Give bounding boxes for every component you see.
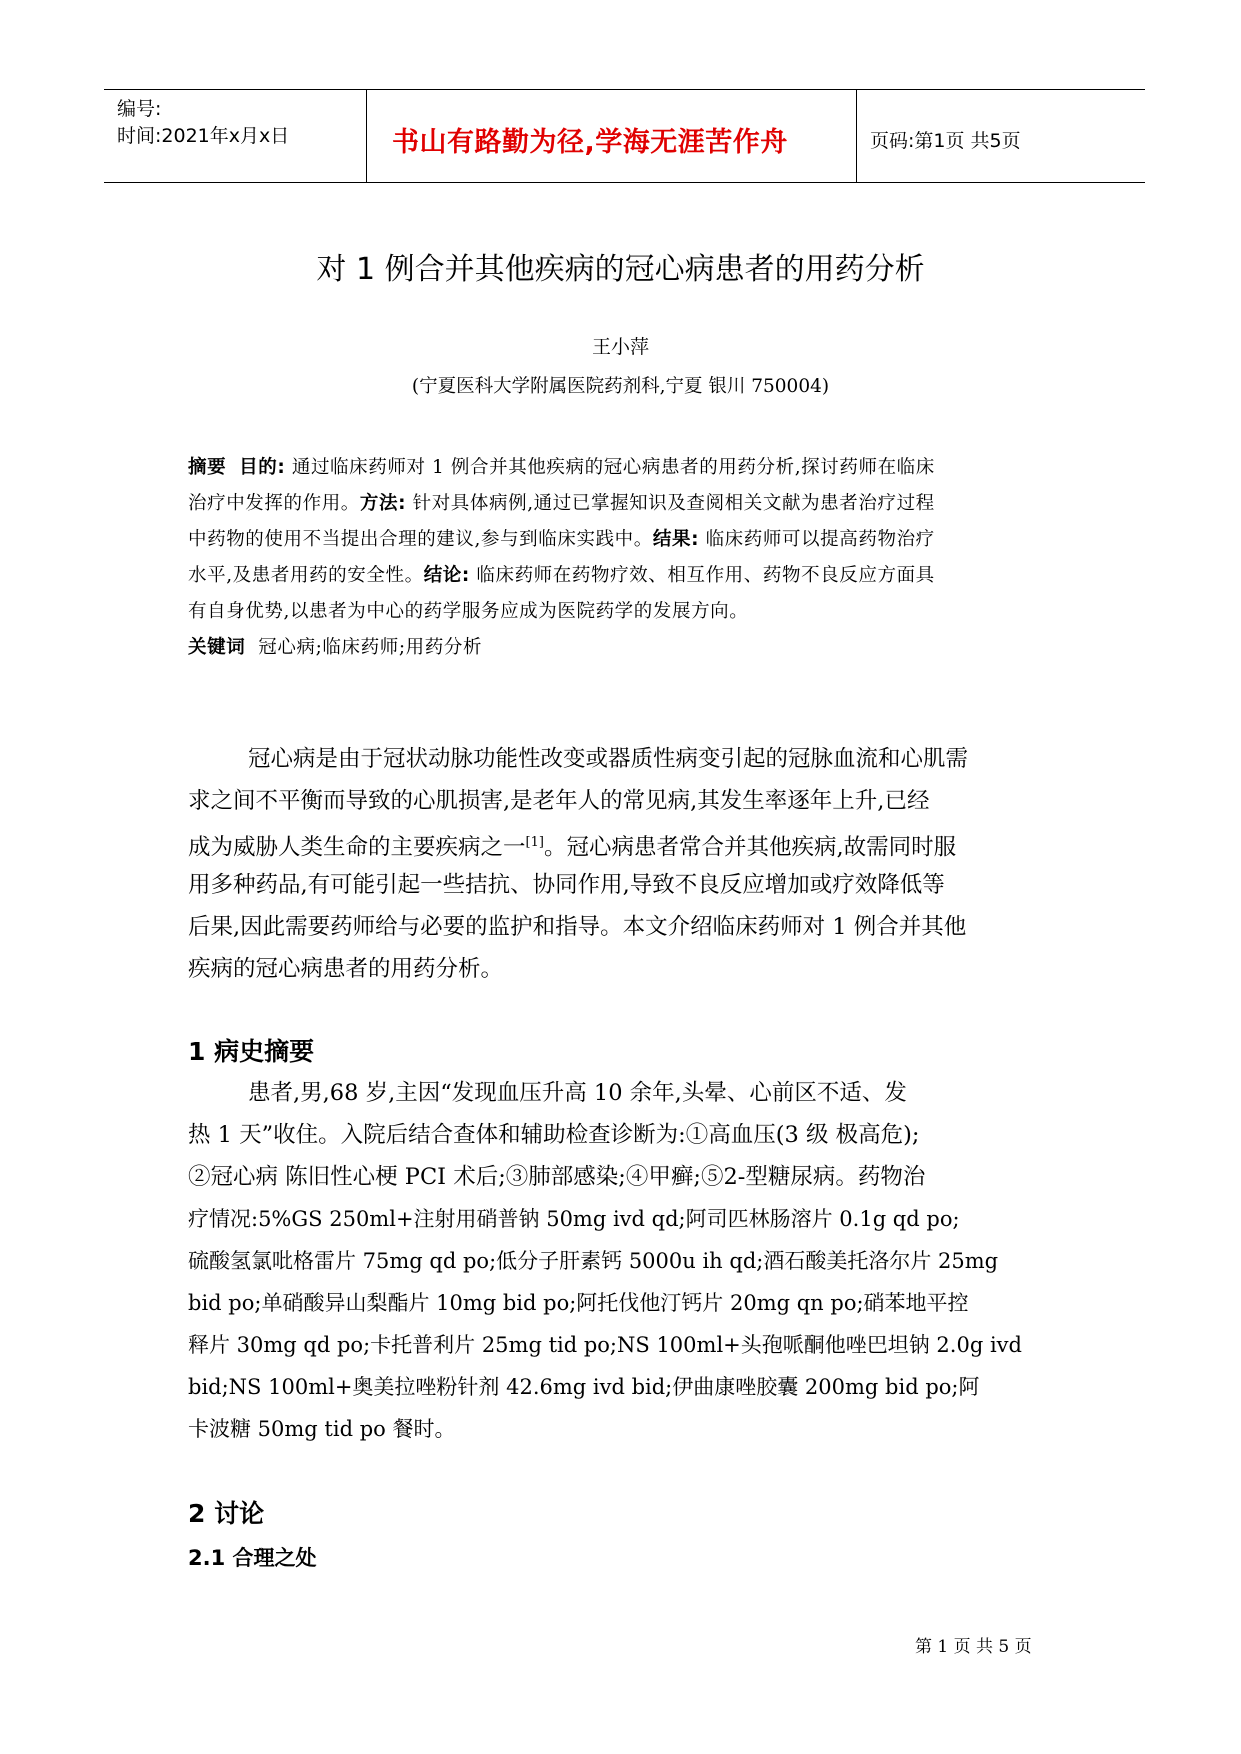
page-footer: 第 1 页 共 5 页 [915, 1637, 1032, 1657]
header-divider-left [366, 90, 367, 183]
intro-line-4: 用多种药品,有可能引起一些拮抗、协同作用,导致不良反应增加或疗效降低等 [188, 872, 945, 898]
conclusion-text: 临床药师在药物疗效、相互作用、药物不良反应方面具 [476, 565, 935, 586]
keywords-label: 关键词 [188, 637, 246, 658]
result-text: 临床药师可以提高药物治疗 [705, 529, 935, 550]
history-line-7: 释片 30mg qd po;卡托普利片 25mg tid po;NS 100ml+头孢哌酮他唑巴坦钠 2.0g ivd [188, 1333, 1022, 1357]
intro-line-3 [188, 822, 956, 869]
keywords-text: 冠心病;临床药师;用药分析 [258, 637, 483, 658]
history-line-5: 硫酸氢氯吡格雷片 75mg qd po;低分子肝素钙 5000u ih qd;酒石酸美托洛尔片 25mg [188, 1249, 999, 1273]
result-text-cont: 水平,及患者用药的安全性。 [188, 565, 424, 586]
conclusion-label: 结论: [423, 565, 470, 586]
section-2-heading: 2 讨论 [188, 1499, 265, 1528]
intro-line-3b: 。冠心病患者常合并其他疾病,故需同时服 [543, 834, 957, 861]
abstract-line-3 [188, 522, 935, 558]
section-2-1-heading: 2.1 合理之处 [188, 1546, 317, 1570]
result-label: 结果: [652, 529, 700, 550]
method-label: 方法: [359, 493, 407, 514]
history-line-4: 疗情况:5%GS 250ml+注射用硝普钠 50mg ivd qd;阿司匹林肠溶片 0.1g qd po; [188, 1207, 960, 1231]
keywords-line [188, 630, 482, 666]
header-bottom-rule [104, 182, 1145, 183]
history-line-1: 患者,男,68 岁,主因“发现血压升高 10 余年,头晕、心前区不适、发 [248, 1080, 907, 1106]
header-top-rule [104, 89, 1145, 90]
history-line-6: bid po;单硝酸异山梨酯片 10mg bid po;阿托伐他汀钙片 20mg qn po;硝苯地平控 [188, 1291, 969, 1315]
article-author: 王小萍 [591, 336, 649, 358]
document-number-label: 编号: [117, 98, 162, 120]
citation-ref: [1] [525, 835, 544, 850]
intro-line-6: 疾病的冠心病患者的用药分析。 [188, 956, 504, 982]
article-title: 对 1 例合并其他疾病的冠心病患者的用药分析 [316, 252, 925, 287]
abstract-line-4 [188, 558, 935, 594]
abstract-line-5 [188, 594, 748, 630]
history-line-8: bid;NS 100ml+奥美拉唑粉针剂 42.6mg ivd bid;伊曲康唑胶囊 200mg bid po;阿 [188, 1375, 980, 1399]
history-line-9: 卡波糖 50mg tid po 餐时。 [188, 1417, 456, 1441]
history-line-2: 热 1 天”收住。入院后结合查体和辅助检查诊断为:①高血压(3 级 极高危); [188, 1122, 920, 1148]
document-date-label: 时间:2021年x月x日 [117, 125, 290, 147]
header-page-label: 页码:第1页 共5页 [870, 130, 1021, 152]
abstract-line-2 [188, 486, 935, 522]
header-motto: 书山有路勤为径,学海无涯苦作舟 [392, 127, 788, 158]
article-affiliation: (宁夏医科大学附属医院药剂科,宁夏 银川 750004) [411, 376, 830, 397]
intro-line-1: 冠心病是由于冠状动脉功能性改变或器质性病变引起的冠脉血流和心肌需 [248, 746, 969, 772]
conclusion-text-cont: 有自身优势,以患者为中心的药学服务应成为医院药学的发展方向。 [188, 601, 749, 622]
purpose-text-cont: 治疗中发挥的作用。 [188, 493, 360, 514]
abstract-line-1 [188, 450, 935, 486]
purpose-label: 目的: [239, 457, 286, 478]
intro-line-2: 求之间不平衡而导致的心肌损害,是老年人的常见病,其发生率逐年上升,已经 [188, 788, 930, 814]
history-line-3: ②冠心病 陈旧性心梗 PCI 术后;③肺部感染;④甲癣;⑤2-型糖尿病。药物治 [188, 1164, 926, 1190]
abstract-label: 摘要 [188, 457, 227, 478]
purpose-text: 通过临床药师对 1 例合并其他疾病的冠心病患者的用药分析,探讨药师在临床 [291, 457, 935, 478]
intro-line-3a: 成为威胁人类生命的主要疾病之一 [188, 834, 526, 861]
method-text-cont: 中药物的使用不当提出合理的建议,参与到临床实践中。 [188, 529, 653, 550]
header-divider-right [856, 90, 857, 183]
intro-line-5: 后果,因此需要药师给与必要的监护和指导。本文介绍临床药师对 1 例合并其他 [188, 914, 967, 940]
method-text: 针对具体病例,通过已掌握知识及查阅相关文献为患者治疗过程 [412, 493, 935, 514]
section-1-heading: 1 病史摘要 [188, 1037, 315, 1066]
